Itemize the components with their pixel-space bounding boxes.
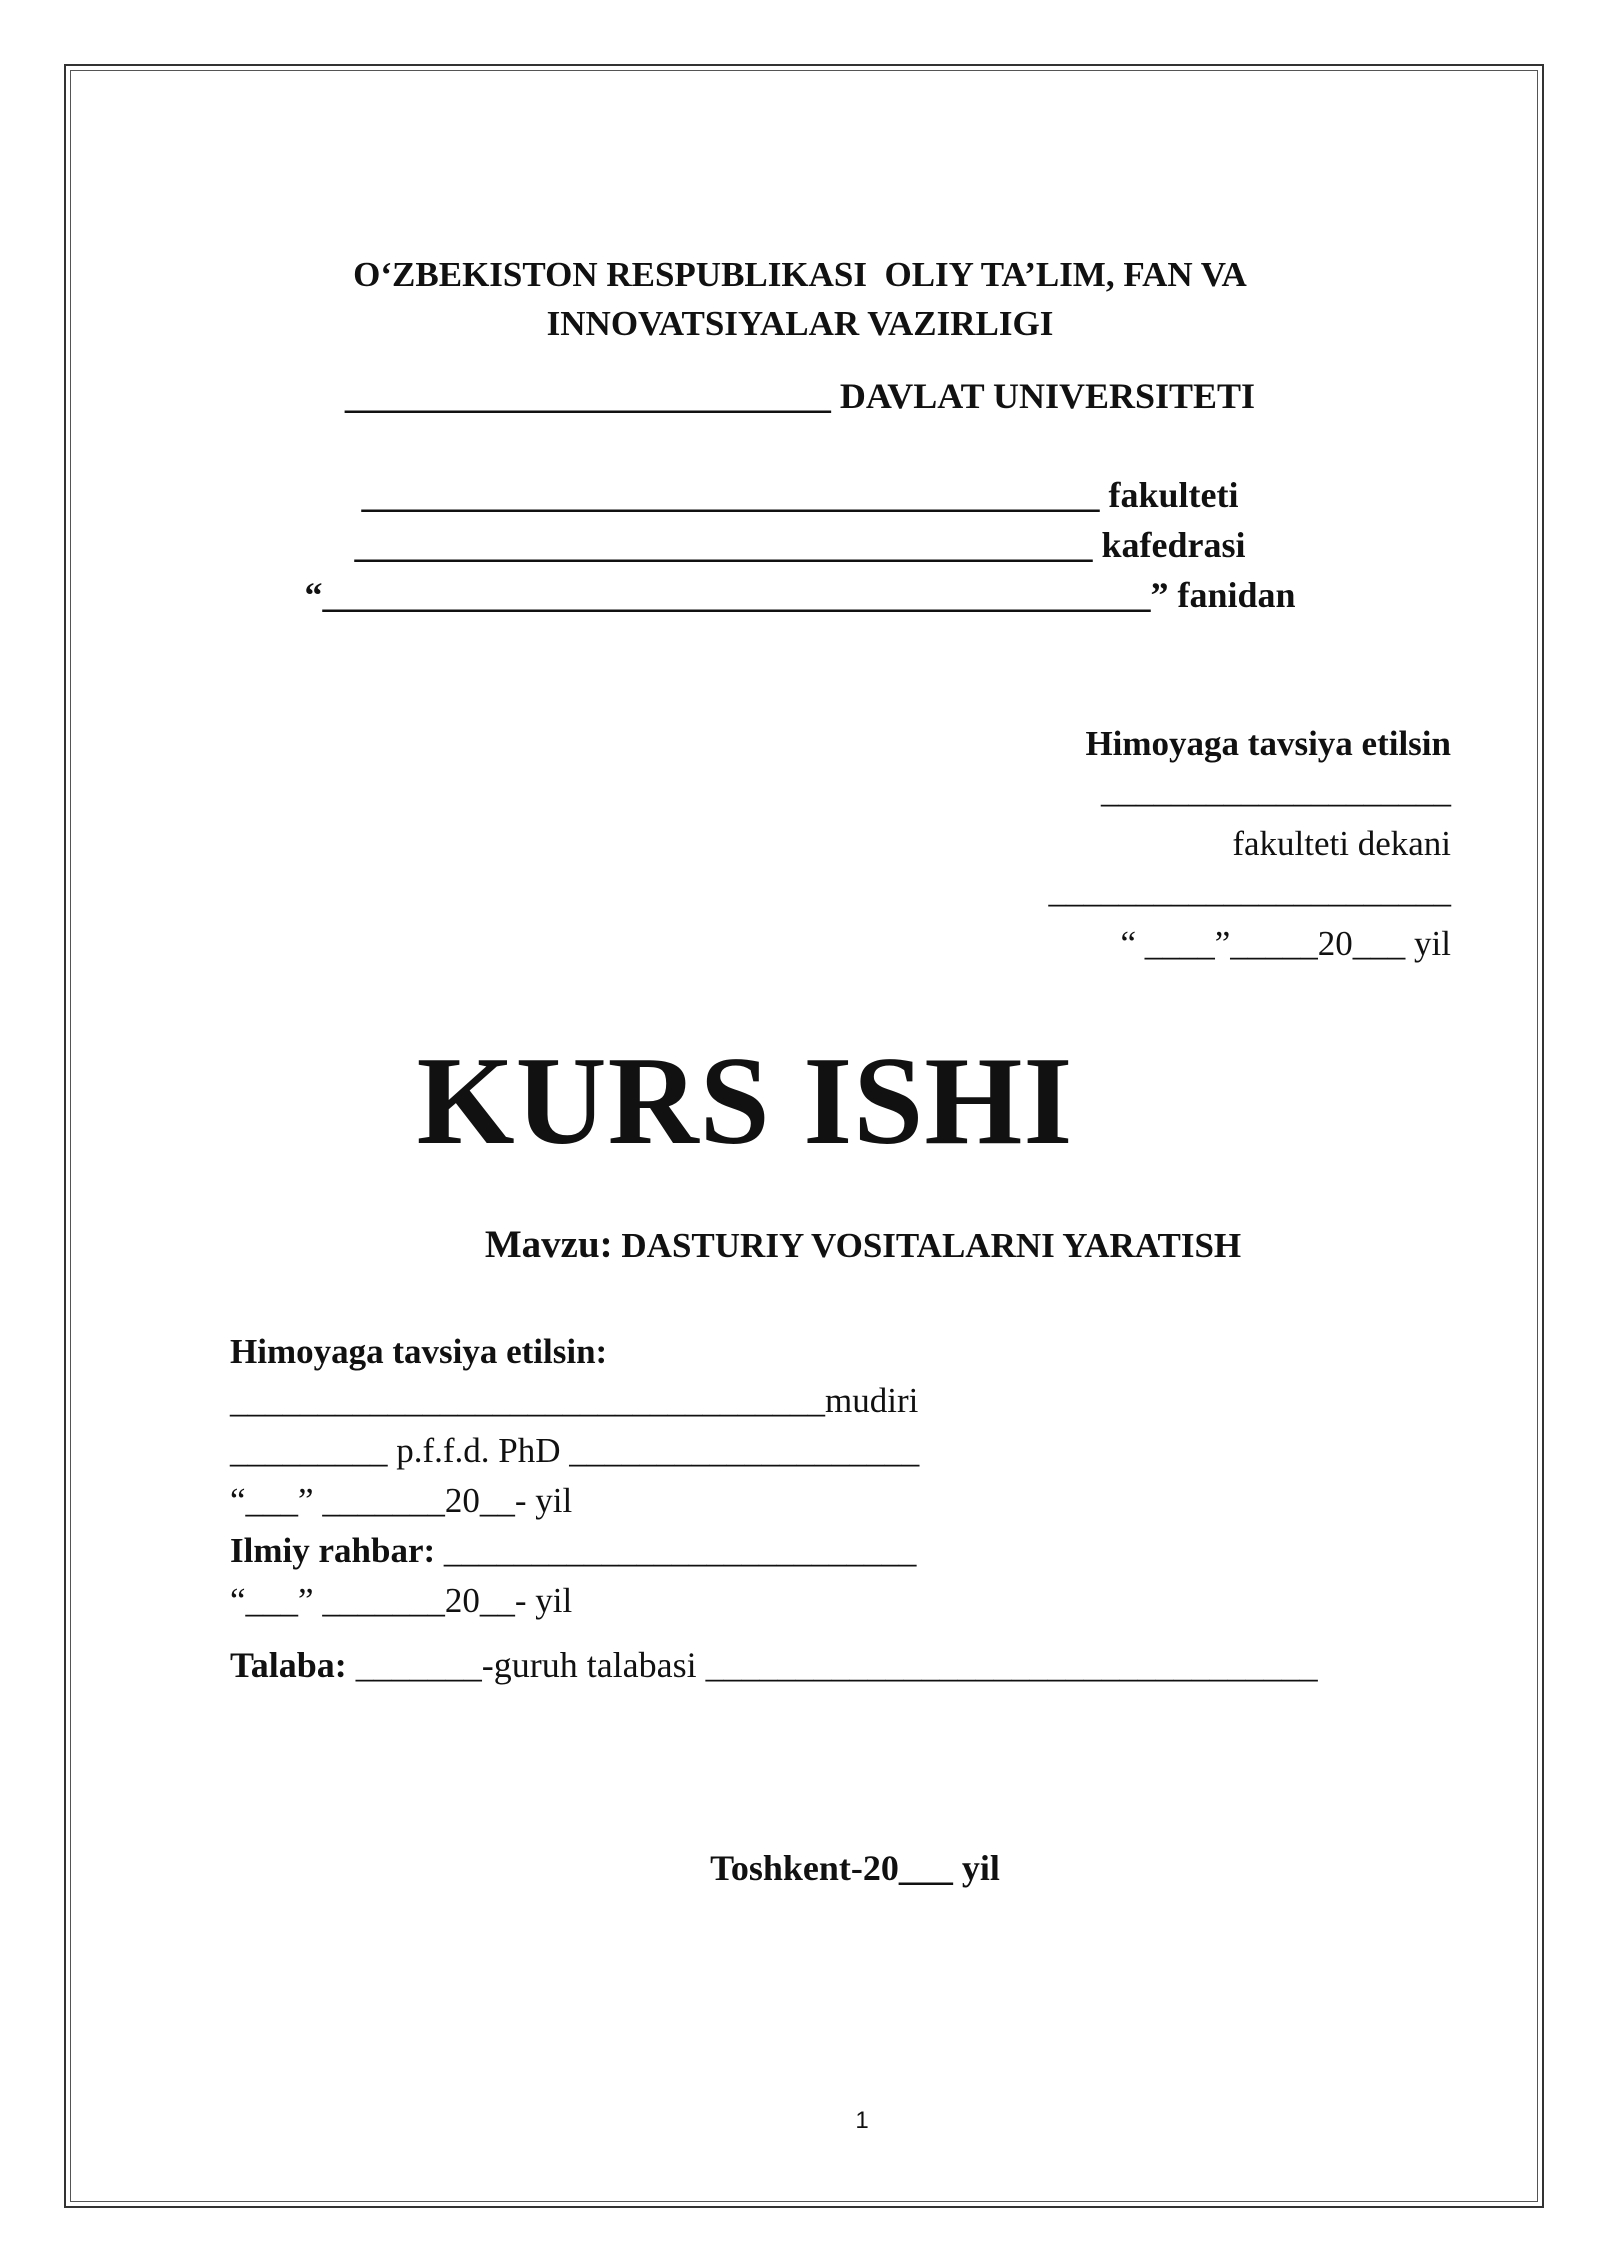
page-number: 1: [855, 2107, 869, 2134]
approval-blank-2: _______________________: [1048, 871, 1451, 910]
document-title: KURS ISHI: [416, 1032, 1074, 1171]
approval-blank-1: ____________________: [1101, 771, 1451, 810]
approval-heading-right: Himoyaga tavsiya etilsin: [1085, 724, 1451, 763]
supervisor-blank: ___________________________: [435, 1531, 917, 1570]
ministry-line-1: O‘ZBEKISTON RESPUBLIKASI OLIY TA’LIM, FAN VA: [353, 255, 1247, 294]
ministry-line-2: INNOVATSIYALAR VAZIRLIGI: [546, 304, 1054, 343]
student-label: Talaba:: [230, 1645, 347, 1685]
approval-date-right: “ ____”_____20___ yil: [1120, 924, 1451, 963]
university-line: ___________________________ DAVLAT UNIVERSITETI: [344, 376, 1256, 416]
phd-line: _________ p.f.f.d. PhD ____________________: [230, 1431, 920, 1470]
dean-label: fakulteti dekani: [1232, 824, 1451, 863]
city-year: Toshkent-20___ yil: [710, 1848, 1000, 1888]
topic-line: [63, 1222, 1600, 1267]
date-line-1: “___” _______20__- yil: [230, 1481, 573, 1520]
department-line: _________________________________________ kafedrasi: [354, 525, 1246, 565]
supervisor-label: Ilmiy rahbar:: [230, 1531, 436, 1570]
topic-label: Mavzu:: [484, 1223, 613, 1266]
topic-text: DASTURIY VOSITALARNI YARATISH: [612, 1226, 1242, 1265]
faculty-line: _________________________________________ fakulteti: [361, 475, 1239, 515]
date-line-2: “___” _______20__- yil: [230, 1581, 573, 1620]
student-group-blank: _______-guruh talabasi __________________________________: [346, 1645, 1318, 1685]
student-line: [230, 1644, 1318, 1686]
approval-heading-left: Himoyaga tavsiya etilsin:: [230, 1332, 608, 1371]
supervisor-line: [230, 1531, 916, 1571]
head-of-department-line: __________________________________mudiri: [230, 1381, 919, 1420]
subject-line: “______________________________________________” fanidan: [304, 575, 1296, 615]
